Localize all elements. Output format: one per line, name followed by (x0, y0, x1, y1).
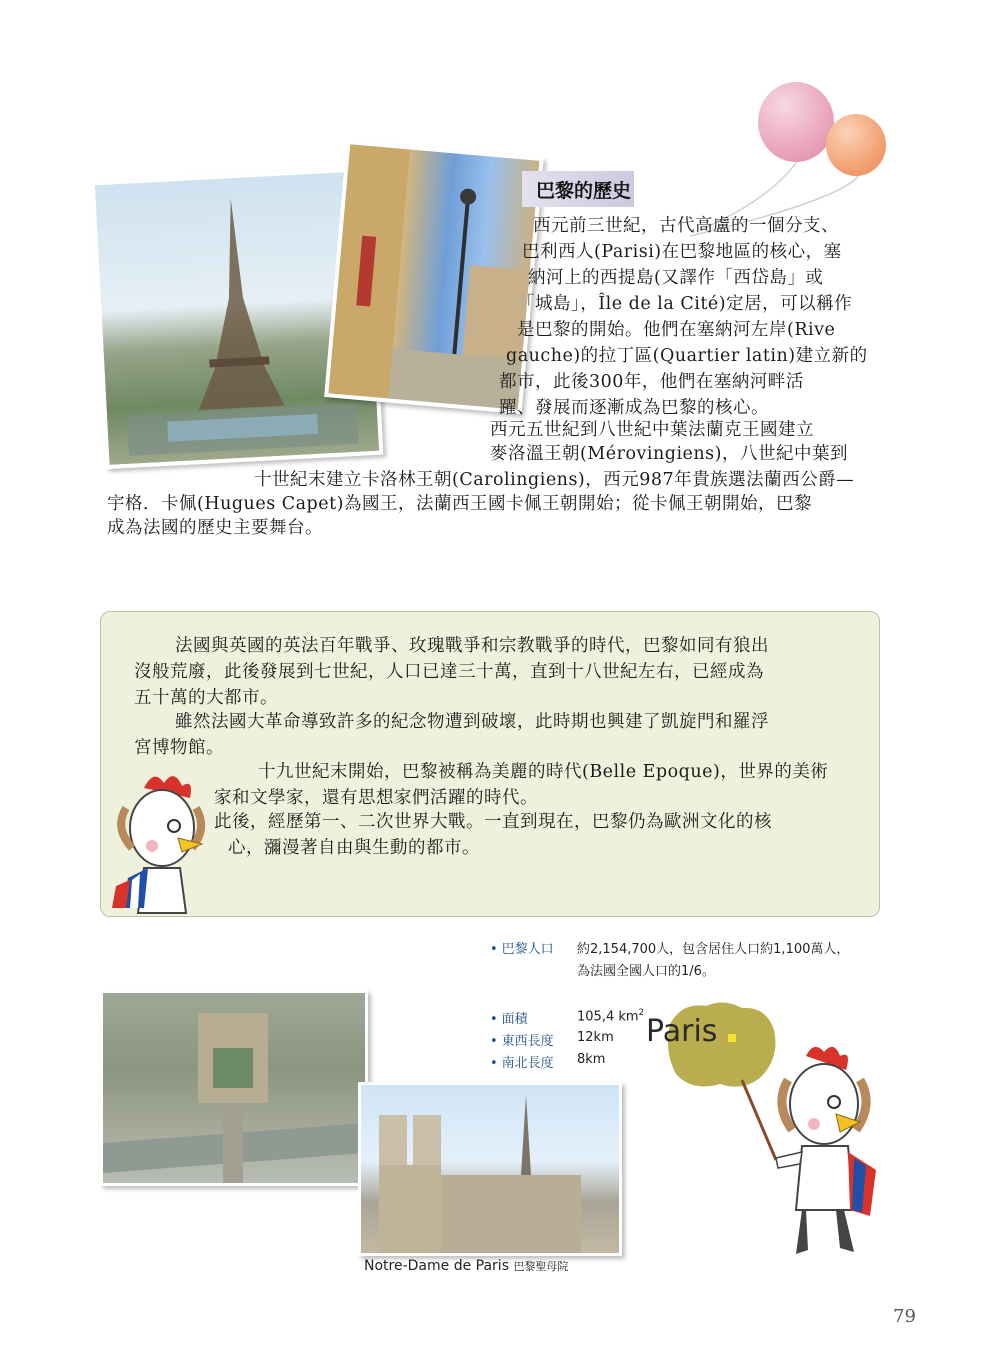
box-line: 家和文學家，還有思想家們活躍的時代。 (214, 788, 538, 808)
pink-balloon-icon (758, 82, 834, 162)
area-label: • 面積 (490, 1012, 528, 1027)
box-line: 十九世紀末開始，巴黎被稱為美麗的時代(Belle Epoque)，世界的美術 (258, 762, 829, 782)
intro-line: 西元五世紀到八世紀中葉法蘭克王國建立 (490, 420, 814, 440)
north-south-label: • 南北長度 (490, 1056, 554, 1071)
map-marker-dot (728, 1034, 736, 1042)
box-line: 法國與英國的英法百年戰爭、玫瑰戰爭和宗教戰爭的時代，巴黎如同有狼出 (175, 636, 769, 656)
intro-line: 納河上的西提島(又譯作「西岱島」或 (528, 268, 824, 288)
intro-line: 「城島」，Île de la Cité)定居，可以稱作 (517, 294, 853, 314)
intro-line: 是巴黎的開始。他們在塞納河左岸(Rive (517, 320, 836, 340)
intro-line: 巴利西人(Parisi)在巴黎地區的核心，塞 (522, 242, 842, 262)
intro-line: 都市，此後300年，他們在塞納河畔活 (499, 372, 804, 392)
page-number: 79 (893, 1306, 916, 1327)
intro-line: 宇格．卡佩(Hugues Capet)為國王，法蘭西王國卡佩王朝開始；從卡佩王朝開始，巴黎 (107, 494, 812, 514)
photo-caption: Notre-Dame de Paris 巴黎聖母院 (364, 1258, 569, 1274)
trocadero-aerial-photo (100, 990, 368, 1186)
intro-line: 西元前三世紀，古代高盧的一個分支、 (533, 216, 839, 236)
notre-dame-photo (358, 1082, 622, 1256)
population-value: 約2,154,700人，包含居住人口約1,100萬人， (577, 942, 850, 957)
east-west-value: 12km (577, 1030, 614, 1045)
intro-line: 麥洛溫王朝(Mérovingiens)，八世紀中葉到 (490, 444, 848, 464)
box-line: 沒般荒廢，此後發展到七世紀，人口已達三十萬，直到十八世紀左右，已經成為 (134, 662, 764, 682)
population-value-cont: 為法國全國人口的1/6。 (577, 964, 715, 979)
box-line: 雖然法國大革命導致許多的紀念物遭到破壞，此時期也興建了凱旋門和羅浮 (175, 712, 769, 732)
orange-balloon-icon (826, 114, 886, 176)
population-label: • 巴黎人口 (490, 942, 554, 957)
map-label: Paris (646, 1014, 718, 1049)
east-west-label: • 東西長度 (490, 1034, 554, 1049)
rooster-mascot-icon (104, 768, 214, 918)
intro-line: gauche)的拉丁區(Quartier latin)建立新的 (506, 346, 868, 366)
box-line: 宮博物館。 (134, 738, 224, 758)
box-line: 五十萬的大都市。 (134, 688, 278, 708)
intro-line: 十世紀末建立卡洛林王朝(Carolingiens)，西元987年貴族選法蘭西公爵— (254, 470, 855, 490)
intro-line: 躍、發展而逐漸成為巴黎的核心。 (499, 398, 769, 418)
section-heading: 巴黎的歷史 (536, 180, 632, 202)
box-line: 此後，經歷第一、二次世界大戰。一直到現在，巴黎仍為歐洲文化的核 (214, 812, 772, 832)
intro-line: 成為法國的歷史主要舞台。 (107, 518, 323, 538)
area-value: 105,4 $km^2$ (577, 1008, 645, 1025)
north-south-value: 8km (577, 1052, 606, 1067)
box-line: 心，瀰漫著自由與生動的都市。 (228, 838, 480, 858)
rooster-pointer-mascot-icon (736, 1040, 896, 1260)
